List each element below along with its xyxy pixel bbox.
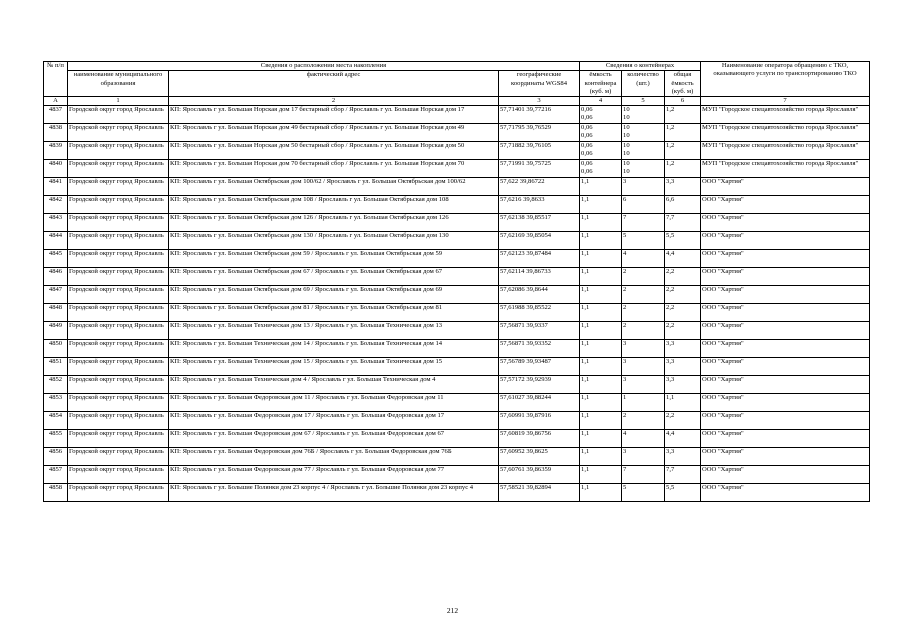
cell-row-number: 4837 xyxy=(44,106,68,124)
cell-operator: ООО "Хартия" xyxy=(701,376,870,394)
table-row xyxy=(44,178,870,196)
cell-operator: ООО "Хартия" xyxy=(701,358,870,376)
cell-row-number: 4847 xyxy=(44,286,68,304)
cell-municipality: Городской округ город Ярославль xyxy=(68,340,169,358)
cell-total-capacity: 4,4 xyxy=(665,250,701,268)
table-row xyxy=(44,358,870,376)
cell-address: КП: Ярославль г ул. Большая Октябрьская дом 130 / Ярославль г ул. Большая Октябрьская дом 130 xyxy=(169,232,499,250)
cell-total-capacity: 2,2 xyxy=(665,286,701,304)
header-capacity: ёмкость контейнера (куб. м) xyxy=(580,71,622,97)
cell-coordinates: 57,60761 39,86359 xyxy=(499,466,580,484)
cell-address: КП: Ярославль г ул. Большая Октябрьская дом 108 / Ярославль г ул. Большая Октябрьская дом 108 xyxy=(169,196,499,214)
cell-coordinates: 57,60952 39,8625 xyxy=(499,448,580,466)
table-row xyxy=(44,340,870,358)
cell-total-capacity: 3,3 xyxy=(665,358,701,376)
table-row xyxy=(44,430,870,448)
table-row xyxy=(44,412,870,430)
table-row xyxy=(44,124,870,142)
cell-operator: ООО "Хартия" xyxy=(701,448,870,466)
column-number: 4 xyxy=(580,97,622,106)
column-number: 2 xyxy=(169,97,499,106)
cell-capacity: 1,1 xyxy=(580,430,622,448)
cell-coordinates: 57,58521 39,82894 xyxy=(499,484,580,502)
cell-operator: ООО "Хартия" xyxy=(701,322,870,340)
cell-operator: ООО "Хартия" xyxy=(701,178,870,196)
cell-count: 2 xyxy=(622,304,665,322)
table-row xyxy=(44,466,870,484)
cell-coordinates: 57,62086 39,8644 xyxy=(499,286,580,304)
header-group-location: Сведения о расположении места накопления xyxy=(68,62,580,71)
cell-coordinates: 57,71795 39,76529 xyxy=(499,124,580,142)
column-number: 7 xyxy=(701,97,870,106)
cell-row-number: 4857 xyxy=(44,466,68,484)
cell-count: 4 xyxy=(622,430,665,448)
cell-coordinates: 57,62123 39,87484 xyxy=(499,250,580,268)
header-count: количество (шт.) xyxy=(622,71,665,97)
cell-row-number: 4844 xyxy=(44,232,68,250)
cell-row-number: 4840 xyxy=(44,160,68,178)
cell-row-number: 4850 xyxy=(44,340,68,358)
cell-total-capacity: 3,3 xyxy=(665,340,701,358)
cell-total-capacity: 1,2 xyxy=(665,160,701,178)
cell-address: КП: Ярославль г ул. Большая Техническая дом 14 / Ярославль г ул. Большая Техническая дом 14 xyxy=(169,340,499,358)
cell-municipality: Городской округ город Ярославль xyxy=(68,394,169,412)
cell-total-capacity: 2,2 xyxy=(665,322,701,340)
cell-total-capacity: 2,2 xyxy=(665,304,701,322)
cell-count: 7 xyxy=(622,214,665,232)
cell-row-number: 4848 xyxy=(44,304,68,322)
cell-row-number: 4855 xyxy=(44,430,68,448)
table-row xyxy=(44,106,870,124)
header-operator: Наименование оператора обращению с ТКО, оказывающего услуги по транспортированию ТКО xyxy=(701,62,870,97)
cell-address: КП: Ярославль г ул. Большая Федоровская дом 77 / Ярославль г ул. Большая Федоровская дом 77 xyxy=(169,466,499,484)
cell-total-capacity: 2,2 xyxy=(665,268,701,286)
cell-total-capacity: 3,3 xyxy=(665,448,701,466)
cell-count: 10 10 xyxy=(622,124,665,142)
page-number: 212 xyxy=(446,606,459,615)
cell-address: КП: Ярославль г ул. Большая Техническая дом 4 / Ярославль г ул. Большая Техническая дом 4 xyxy=(169,376,499,394)
cell-total-capacity: 1,2 xyxy=(665,106,701,124)
cell-count: 5 xyxy=(622,484,665,502)
header-address: фактический адрес xyxy=(169,71,499,97)
cell-address: КП: Ярославль г ул. Большая Норская дом 50 бестарный сбор / Ярославль г ул. Большая Норская дом 50 xyxy=(169,142,499,160)
cell-capacity: 1,1 xyxy=(580,448,622,466)
cell-address: КП: Ярославль г ул. Большие Полянки дом 23 корпус 4 / Ярославль г ул. Большие Полянки дом 23 корпус 4 xyxy=(169,484,499,502)
cell-coordinates: 57,71882 39,76105 xyxy=(499,142,580,160)
table-header xyxy=(44,62,870,106)
cell-municipality: Городской округ город Ярославль xyxy=(68,304,169,322)
cell-row-number: 4839 xyxy=(44,142,68,160)
table-row xyxy=(44,286,870,304)
cell-address: КП: Ярославль г ул. Большая Октябрьская дом 69 / Ярославль г ул. Большая Октябрьская дом 69 xyxy=(169,286,499,304)
cell-count: 2 xyxy=(622,268,665,286)
table-row xyxy=(44,448,870,466)
cell-capacity: 1,1 xyxy=(580,178,622,196)
table-row xyxy=(44,160,870,178)
cell-address: КП: Ярославль г ул. Большая Федоровская дом 76Б / Ярославль г ул. Большая Федоровская дом 76Б xyxy=(169,448,499,466)
table-row xyxy=(44,484,870,502)
cell-total-capacity: 5,5 xyxy=(665,484,701,502)
table-row xyxy=(44,394,870,412)
cell-capacity: 1,1 xyxy=(580,358,622,376)
column-numbers-row xyxy=(44,97,870,106)
table-row xyxy=(44,232,870,250)
registry-sheet xyxy=(43,61,869,502)
cell-row-number: 4846 xyxy=(44,268,68,286)
column-number: 1 xyxy=(68,97,169,106)
table-row xyxy=(44,214,870,232)
cell-address: КП: Ярославль г ул. Большая Октябрьская дом 59 / Ярославль г ул. Большая Октябрьская дом 59 xyxy=(169,250,499,268)
waste-sites-table xyxy=(43,61,870,502)
cell-capacity: 0,06 0,06 xyxy=(580,106,622,124)
cell-municipality: Городской округ город Ярославль xyxy=(68,124,169,142)
cell-municipality: Городской округ город Ярославль xyxy=(68,376,169,394)
cell-row-number: 4843 xyxy=(44,214,68,232)
cell-operator: ООО "Хартия" xyxy=(701,214,870,232)
cell-municipality: Городской округ город Ярославль xyxy=(68,430,169,448)
column-number: 6 xyxy=(665,97,701,106)
cell-total-capacity: 6,6 xyxy=(665,196,701,214)
cell-coordinates: 57,622 39,86722 xyxy=(499,178,580,196)
cell-municipality: Городской округ город Ярославль xyxy=(68,412,169,430)
cell-total-capacity: 7,7 xyxy=(665,466,701,484)
cell-coordinates: 57,62138 39,85517 xyxy=(499,214,580,232)
cell-row-number: 4851 xyxy=(44,358,68,376)
cell-capacity: 1,1 xyxy=(580,232,622,250)
cell-coordinates: 57,71401 39,77216 xyxy=(499,106,580,124)
cell-municipality: Городской округ город Ярославль xyxy=(68,106,169,124)
cell-municipality: Городской округ город Ярославль xyxy=(68,466,169,484)
cell-coordinates: 57,57172 39,92939 xyxy=(499,376,580,394)
cell-count: 10 10 xyxy=(622,142,665,160)
cell-capacity: 1,1 xyxy=(580,286,622,304)
header-col-num: № п/п xyxy=(44,62,68,97)
cell-municipality: Городской округ город Ярославль xyxy=(68,358,169,376)
cell-total-capacity: 3,3 xyxy=(665,376,701,394)
cell-capacity: 1,1 xyxy=(580,196,622,214)
cell-municipality: Городской округ город Ярославль xyxy=(68,250,169,268)
cell-count: 2 xyxy=(622,322,665,340)
cell-count: 7 xyxy=(622,466,665,484)
cell-row-number: 4845 xyxy=(44,250,68,268)
cell-municipality: Городской округ город Ярославль xyxy=(68,286,169,304)
cell-total-capacity: 7,7 xyxy=(665,214,701,232)
cell-operator: МУП "Городское спецавтохозяйство города Ярославля" xyxy=(701,106,870,124)
cell-count: 3 xyxy=(622,448,665,466)
cell-address: КП: Ярославль г ул. Большая Техническая дом 13 / Ярославль г ул. Большая Техническая дом 13 xyxy=(169,322,499,340)
cell-total-capacity: 4,4 xyxy=(665,430,701,448)
cell-municipality: Городской округ город Ярославль xyxy=(68,268,169,286)
cell-count: 2 xyxy=(622,286,665,304)
cell-address: КП: Ярославль г ул. Большая Техническая дом 15 / Ярославль г ул. Большая Техническая дом 15 xyxy=(169,358,499,376)
cell-address: КП: Ярославль г ул. Большая Октябрьская дом 67 / Ярославль г ул. Большая Октябрьская дом 67 xyxy=(169,268,499,286)
cell-capacity: 0,06 0,06 xyxy=(580,160,622,178)
cell-count: 1 xyxy=(622,394,665,412)
cell-row-number: 4852 xyxy=(44,376,68,394)
header-coords: географические координаты WGS84 xyxy=(499,71,580,97)
header-total: общая ёмкость (куб. м) xyxy=(665,71,701,97)
cell-address: КП: Ярославль г ул. Большая Октябрьская дом 126 / Ярославль г ул. Большая Октябрьская дом 126 xyxy=(169,214,499,232)
cell-operator: ООО "Хартия" xyxy=(701,268,870,286)
cell-operator: ООО "Хартия" xyxy=(701,394,870,412)
cell-coordinates: 57,56871 39,9337 xyxy=(499,322,580,340)
table-body xyxy=(44,106,870,502)
cell-total-capacity: 2,2 xyxy=(665,412,701,430)
table-row xyxy=(44,250,870,268)
cell-count: 3 xyxy=(622,376,665,394)
column-number: 5 xyxy=(622,97,665,106)
cell-municipality: Городской округ город Ярославль xyxy=(68,484,169,502)
cell-count: 2 xyxy=(622,412,665,430)
cell-operator: МУП "Городское спецавтохозяйство города Ярославля" xyxy=(701,160,870,178)
cell-total-capacity: 3,3 xyxy=(665,178,701,196)
cell-municipality: Городской округ город Ярославль xyxy=(68,160,169,178)
cell-address: КП: Ярославль г ул. Большая Федоровская дом 17 / Ярославль г ул. Большая Федоровская дом 17 xyxy=(169,412,499,430)
cell-coordinates: 57,62169 39,85054 xyxy=(499,232,580,250)
cell-address: КП: Ярославль г ул. Большая Октябрьская дом 100/62 / Ярославль г ул. Большая Октябрьская дом 100/62 xyxy=(169,178,499,196)
cell-coordinates: 57,60819 39,86756 xyxy=(499,430,580,448)
cell-operator: ООО "Хартия" xyxy=(701,466,870,484)
cell-operator: ООО "Хартия" xyxy=(701,412,870,430)
cell-row-number: 4854 xyxy=(44,412,68,430)
cell-operator: ООО "Хартия" xyxy=(701,232,870,250)
cell-capacity: 0,06 0,06 xyxy=(580,124,622,142)
cell-operator: МУП "Городское спецавтохозяйство города Ярославля" xyxy=(701,124,870,142)
table-row xyxy=(44,304,870,322)
cell-municipality: Городской округ город Ярославль xyxy=(68,448,169,466)
cell-coordinates: 57,6216 39,8633 xyxy=(499,196,580,214)
cell-address: КП: Ярославль г ул. Большая Норская дом 17 бестарный сбор / Ярославль г ул. Большая Норская дом 17 xyxy=(169,106,499,124)
cell-count: 5 xyxy=(622,232,665,250)
cell-coordinates: 57,61027 39,88244 xyxy=(499,394,580,412)
cell-total-capacity: 1,2 xyxy=(665,124,701,142)
cell-total-capacity: 5,5 xyxy=(665,232,701,250)
table-row xyxy=(44,142,870,160)
cell-address: КП: Ярославль г ул. Большая Норская дом 49 бестарный сбор / Ярославль г ул. Большая Норская дом 49 xyxy=(169,124,499,142)
cell-coordinates: 57,71991 39,75725 xyxy=(499,160,580,178)
cell-municipality: Городской округ город Ярославль xyxy=(68,322,169,340)
cell-capacity: 1,1 xyxy=(580,412,622,430)
cell-row-number: 4856 xyxy=(44,448,68,466)
cell-coordinates: 57,56871 39,93352 xyxy=(499,340,580,358)
header-group-containers: Сведения о контейнерах xyxy=(580,62,701,71)
table-row xyxy=(44,376,870,394)
cell-row-number: 4841 xyxy=(44,178,68,196)
cell-operator: ООО "Хартия" xyxy=(701,250,870,268)
cell-municipality: Городской округ город Ярославль xyxy=(68,214,169,232)
cell-operator: МУП "Городское спецавтохозяйство города Ярославля" xyxy=(701,142,870,160)
cell-address: КП: Ярославль г ул. Большая Норская дом 70 бестарный сбор / Ярославль г ул. Большая Норская дом 70 xyxy=(169,160,499,178)
cell-address: КП: Ярославль г ул. Большая Федоровская дом 67 / Ярославль г ул. Большая Федоровская дом 67 xyxy=(169,430,499,448)
cell-operator: ООО "Хартия" xyxy=(701,286,870,304)
cell-coordinates: 57,60991 39,87916 xyxy=(499,412,580,430)
table-row xyxy=(44,268,870,286)
cell-operator: ООО "Хартия" xyxy=(701,484,870,502)
cell-capacity: 1,1 xyxy=(580,340,622,358)
cell-count: 3 xyxy=(622,358,665,376)
cell-municipality: Городской округ город Ярославль xyxy=(68,196,169,214)
cell-address: КП: Ярославль г ул. Большая Федоровская дом 11 / Ярославль г ул. Большая Федоровская дом 11 xyxy=(169,394,499,412)
cell-capacity: 1,1 xyxy=(580,394,622,412)
cell-operator: ООО "Хартия" xyxy=(701,430,870,448)
cell-capacity: 1,1 xyxy=(580,250,622,268)
column-number: 3 xyxy=(499,97,580,106)
cell-count: 10 10 xyxy=(622,160,665,178)
cell-municipality: Городской округ город Ярославль xyxy=(68,232,169,250)
cell-coordinates: 57,62114 39,86733 xyxy=(499,268,580,286)
cell-row-number: 4838 xyxy=(44,124,68,142)
cell-capacity: 1,1 xyxy=(580,214,622,232)
cell-municipality: Городской округ город Ярославль xyxy=(68,142,169,160)
cell-capacity: 1,1 xyxy=(580,376,622,394)
cell-count: 3 xyxy=(622,340,665,358)
cell-capacity: 1,1 xyxy=(580,466,622,484)
cell-count: 10 10 xyxy=(622,106,665,124)
cell-operator: ООО "Хартия" xyxy=(701,196,870,214)
cell-capacity: 1,1 xyxy=(580,322,622,340)
cell-municipality: Городской округ город Ярославль xyxy=(68,178,169,196)
table-row xyxy=(44,322,870,340)
cell-capacity: 1,1 xyxy=(580,484,622,502)
cell-count: 4 xyxy=(622,250,665,268)
cell-count: 3 xyxy=(622,178,665,196)
cell-row-number: 4842 xyxy=(44,196,68,214)
cell-total-capacity: 1,2 xyxy=(665,142,701,160)
header-municipality: наименование муниципального образования xyxy=(68,71,169,97)
cell-capacity: 1,1 xyxy=(580,304,622,322)
cell-operator: ООО "Хартия" xyxy=(701,304,870,322)
cell-operator: ООО "Хартия" xyxy=(701,340,870,358)
cell-coordinates: 57,61988 39,85522 xyxy=(499,304,580,322)
table-row xyxy=(44,196,870,214)
cell-row-number: 4849 xyxy=(44,322,68,340)
cell-count: 6 xyxy=(622,196,665,214)
cell-capacity: 0,06 0,06 xyxy=(580,142,622,160)
cell-row-number: 4858 xyxy=(44,484,68,502)
cell-total-capacity: 1,1 xyxy=(665,394,701,412)
column-number: А xyxy=(44,97,68,106)
cell-address: КП: Ярославль г ул. Большая Октябрьская дом 81 / Ярославль г ул. Большая Октябрьская дом 81 xyxy=(169,304,499,322)
cell-capacity: 1,1 xyxy=(580,268,622,286)
cell-coordinates: 57,56789 39,93487 xyxy=(499,358,580,376)
cell-row-number: 4853 xyxy=(44,394,68,412)
